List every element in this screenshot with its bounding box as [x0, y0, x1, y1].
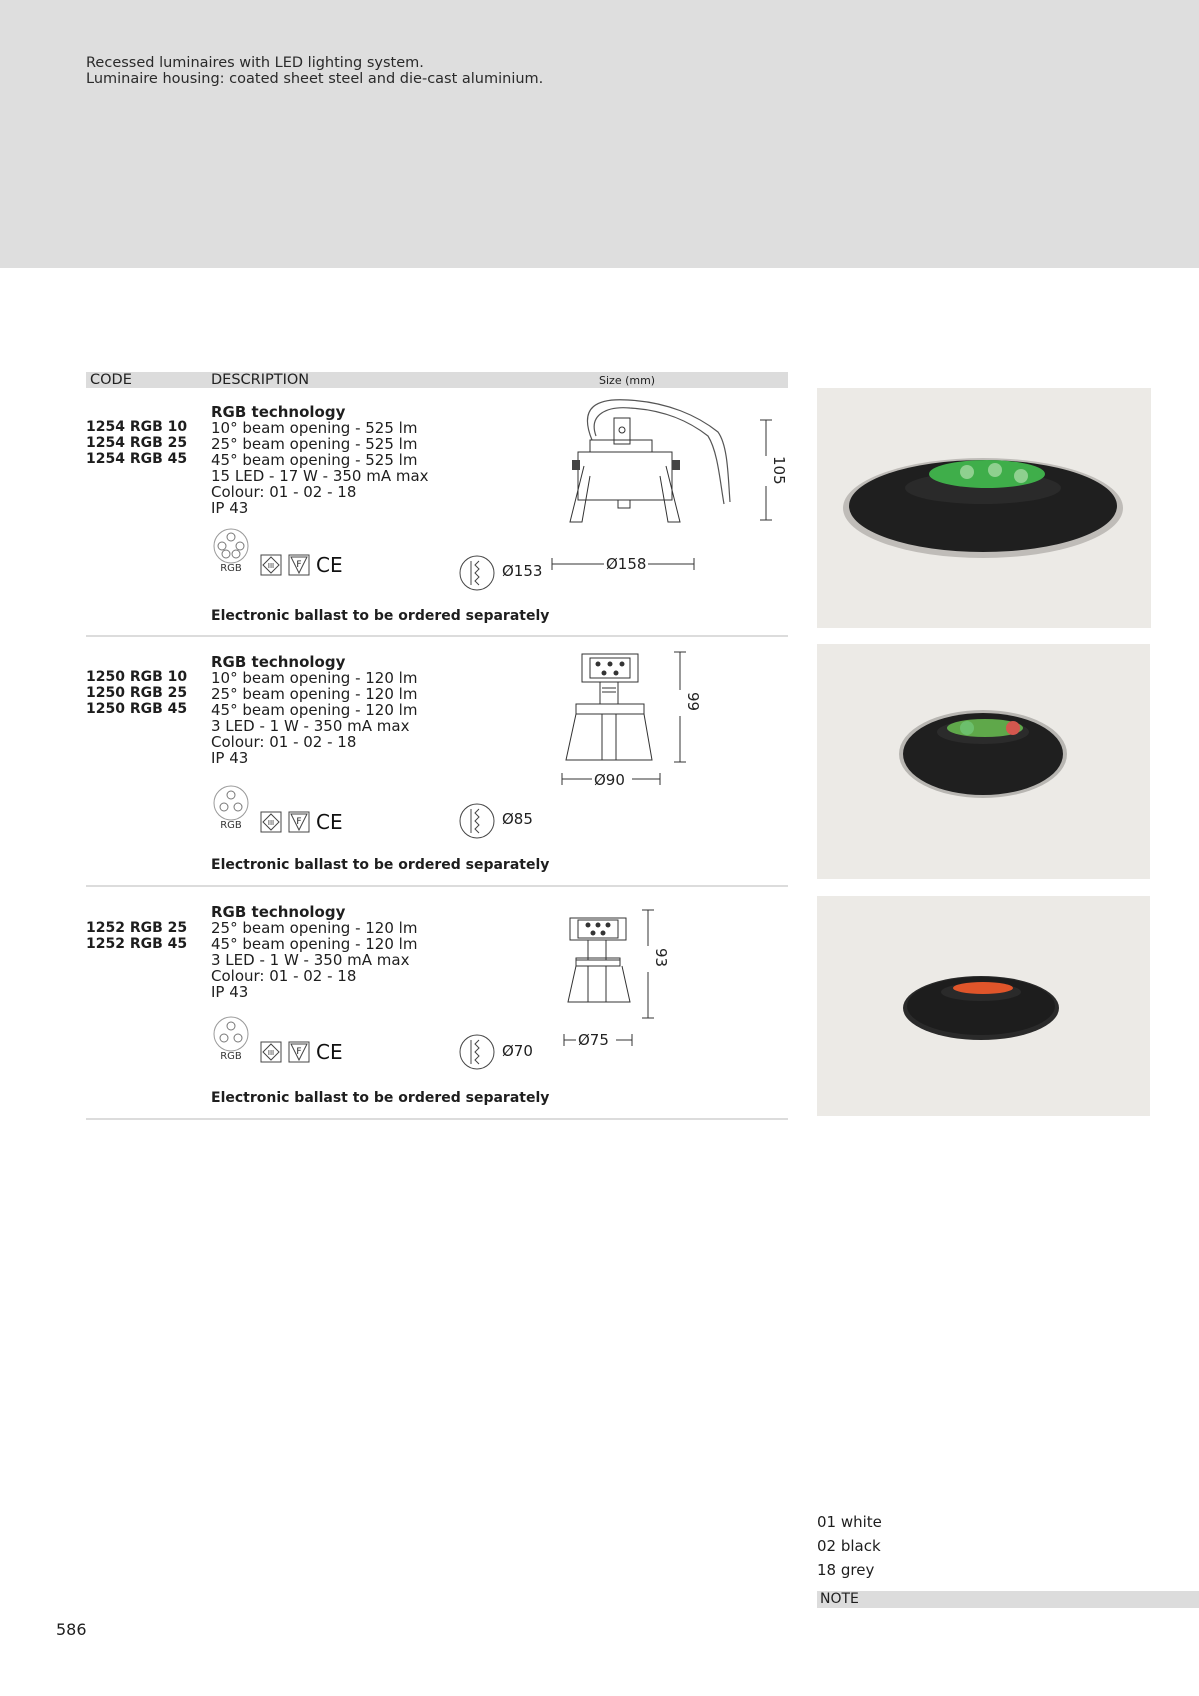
f-mark-icon — [289, 1042, 309, 1062]
row-divider — [86, 1118, 788, 1120]
technology-label: RGB technology — [211, 653, 346, 671]
spec-line: 15 LED - 17 W - 350 mA max — [211, 467, 429, 485]
spec-line: 3 LED - 1 W - 350 mA max — [211, 717, 410, 735]
colour-legend — [817, 1510, 882, 1582]
spec-line: 25° beam opening - 120 lm — [211, 919, 418, 937]
product-codes — [86, 920, 187, 952]
colour-option: 02 black — [817, 1537, 881, 1555]
rgb-label: RGB — [220, 820, 242, 831]
svg-text:F: F — [296, 1047, 302, 1057]
svg-text:III: III — [267, 1049, 275, 1057]
certification-icons — [260, 811, 350, 833]
f-mark-icon — [289, 555, 309, 575]
header-band — [0, 0, 1199, 268]
product-photo-1254 — [817, 388, 1151, 628]
product-codes — [86, 669, 187, 717]
colour-option: 18 grey — [817, 1561, 875, 1579]
ce-mark-icon — [316, 810, 343, 834]
product-code: 1254 RGB 25 — [86, 435, 188, 451]
product-codes — [86, 419, 187, 467]
width-dimension: Ø90 — [594, 771, 625, 789]
product-photo-1250 — [817, 644, 1150, 879]
rgb-led-circles-icon — [211, 528, 251, 564]
rgb-led-icon — [211, 1016, 251, 1062]
spec-line: Colour: 01 - 02 - 18 — [211, 967, 357, 985]
spec-line: 45° beam opening - 525 lm — [211, 451, 418, 469]
ballast-note: Electronic ballast to be ordered separately — [211, 608, 550, 624]
spec-line: IP 43 — [211, 983, 249, 1001]
colour-option: 01 white — [817, 1513, 882, 1531]
rgb-led-circles-icon — [211, 785, 251, 821]
table-header — [86, 372, 788, 388]
ce-mark-icon — [316, 1040, 343, 1064]
height-dimension: 99 — [684, 692, 702, 712]
luminaire-photo — [817, 896, 1150, 1116]
product-code: 1252 RGB 25 — [86, 920, 188, 936]
cutout-diameter: Ø70 — [502, 1042, 533, 1060]
luminaire-photo — [817, 644, 1150, 879]
product-code: 1254 RGB 10 — [86, 419, 188, 435]
svg-text:III: III — [267, 562, 275, 570]
led-glow — [953, 982, 1013, 994]
rgb-led-icon — [211, 785, 251, 831]
page-number: 586 — [56, 1620, 87, 1639]
spec-line: IP 43 — [211, 749, 249, 767]
class-iii-icon — [261, 812, 281, 832]
cutout-diameter: Ø85 — [502, 810, 533, 828]
svg-text:CE: CE — [316, 810, 343, 834]
technology-label: RGB technology — [211, 903, 346, 921]
product-description — [211, 404, 429, 516]
spec-line: Colour: 01 - 02 - 18 — [211, 483, 357, 501]
product-code: 1250 RGB 10 — [86, 669, 188, 685]
certification-icons — [260, 554, 350, 576]
svg-text:F: F — [296, 817, 302, 827]
rgb-led-circles-icon — [211, 1016, 251, 1052]
rgb-led-icon — [211, 528, 251, 574]
spec-line: 45° beam opening - 120 lm — [211, 935, 418, 953]
header-description: DESCRIPTION — [211, 372, 310, 388]
technical-drawing-1250 — [548, 646, 702, 796]
class-iii-icon — [261, 1042, 281, 1062]
header-size: Size (mm) — [599, 374, 656, 387]
product-code: 1250 RGB 45 — [86, 701, 188, 717]
intro-text — [86, 55, 543, 87]
certification-icons — [260, 1041, 350, 1063]
product-description — [211, 654, 417, 766]
spec-line: 25° beam opening - 120 lm — [211, 685, 418, 703]
f-mark-icon — [289, 812, 309, 832]
recess-hole-icon — [459, 803, 495, 839]
product-photo-1252 — [817, 896, 1150, 1116]
intro-line-1: Recessed luminaires with LED lighting system. — [86, 55, 424, 71]
width-dimension: Ø158 — [606, 555, 647, 573]
width-dimension: Ø75 — [578, 1031, 609, 1049]
spec-line: 3 LED - 1 W - 350 mA max — [211, 951, 410, 969]
technology-label: RGB technology — [211, 403, 346, 421]
height-dimension: 105 — [770, 456, 788, 485]
header-code: CODE — [90, 372, 132, 388]
spec-line: Colour: 01 - 02 - 18 — [211, 733, 357, 751]
svg-text:CE: CE — [316, 553, 343, 577]
recess-hole-icon — [459, 1034, 495, 1070]
technical-drawing-1252 — [540, 900, 690, 1050]
ce-mark-icon — [316, 553, 343, 577]
note-bar — [817, 1591, 1199, 1608]
svg-text:III: III — [267, 819, 275, 827]
spec-line: 45° beam opening - 120 lm — [211, 701, 418, 719]
height-dimension: 93 — [652, 948, 670, 968]
svg-text:CE: CE — [316, 1040, 343, 1064]
rgb-label: RGB — [220, 563, 242, 574]
row-divider — [86, 885, 788, 887]
ballast-note: Electronic ballast to be ordered separately — [211, 857, 550, 873]
svg-text:F: F — [296, 560, 302, 570]
ballast-note: Electronic ballast to be ordered separately — [211, 1090, 550, 1106]
product-code: 1254 RGB 45 — [86, 451, 188, 467]
spec-line: 10° beam opening - 525 lm — [211, 419, 418, 437]
cutout-diameter: Ø153 — [502, 562, 543, 580]
product-code: 1252 RGB 45 — [86, 936, 188, 952]
intro-line-2: Luminaire housing: coated sheet steel and die-cast aluminium. — [86, 71, 544, 87]
product-code: 1250 RGB 25 — [86, 685, 188, 701]
recess-hole-icon — [459, 555, 495, 591]
spec-line: 10° beam opening - 120 lm — [211, 669, 418, 687]
row-divider — [86, 635, 788, 637]
technical-drawing-1254 — [548, 396, 788, 586]
product-description — [211, 904, 417, 1000]
luminaire-photo — [817, 388, 1151, 628]
class-iii-icon — [261, 555, 281, 575]
spec-line: 25° beam opening - 525 lm — [211, 435, 418, 453]
spec-line: IP 43 — [211, 499, 249, 517]
rgb-label: RGB — [220, 1051, 242, 1062]
note-label: NOTE — [820, 1591, 859, 1607]
